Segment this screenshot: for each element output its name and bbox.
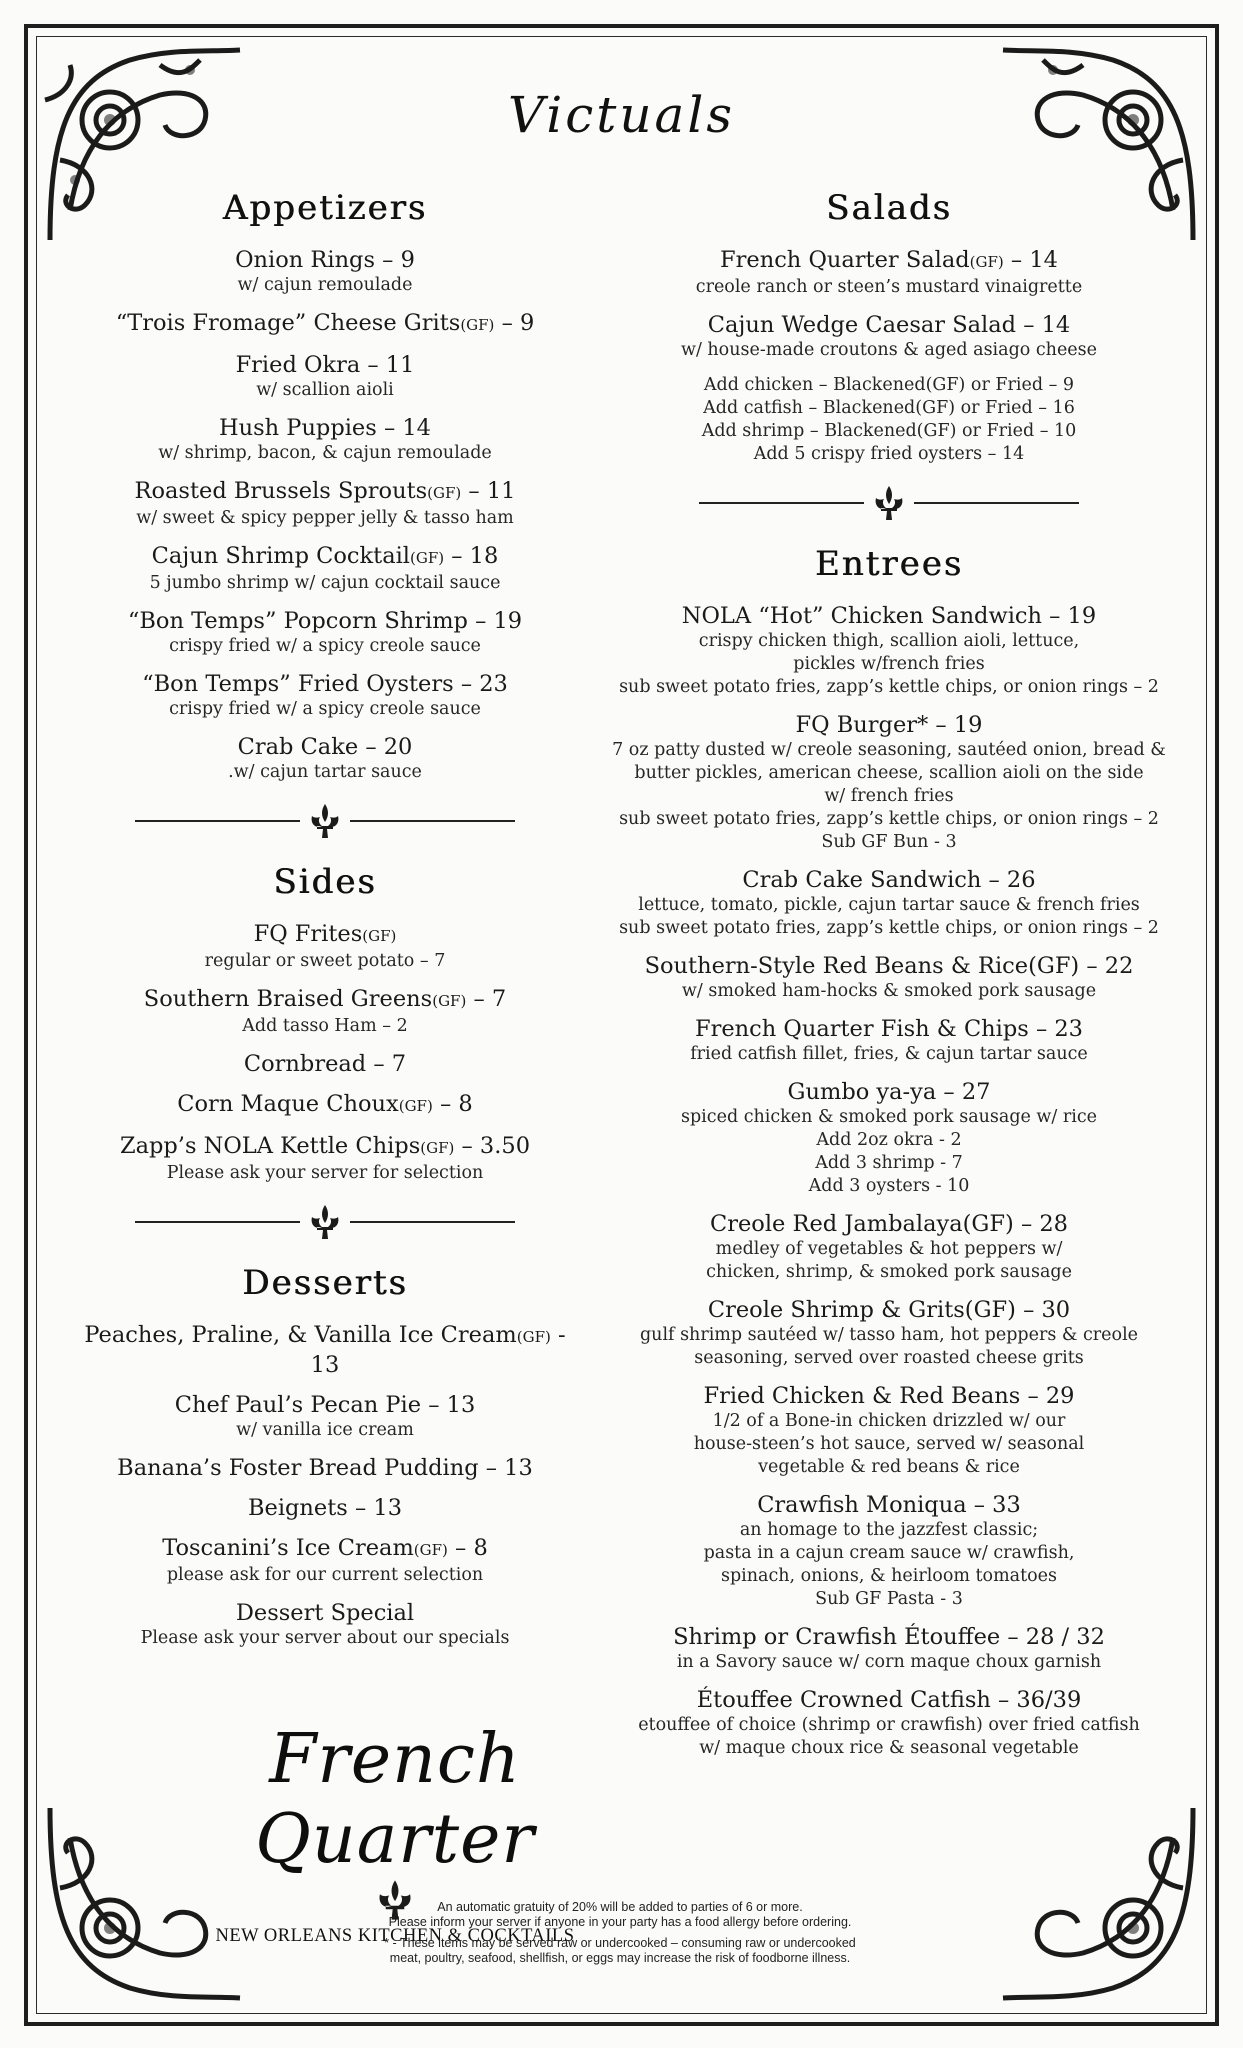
sides-list bbox=[70, 920, 580, 1185]
menu-item-name bbox=[70, 670, 580, 698]
menu-item bbox=[600, 1686, 1178, 1760]
menu-item-description: house-steen’s hot sauce, served w/ seasonal bbox=[693, 1434, 1085, 1454]
menu-item-name bbox=[70, 733, 580, 761]
menu-item-description: w/ cajun remoulade bbox=[237, 275, 413, 295]
gluten-free-tag: (GF) bbox=[398, 1097, 433, 1115]
menu-item bbox=[70, 542, 580, 595]
menu-item-title: “Bon Temps” Fried Oysters – 23 bbox=[142, 671, 508, 697]
menu-item-name bbox=[70, 1050, 580, 1078]
section-divider bbox=[699, 484, 1079, 522]
menu-item-name: NOLA “Hot” Chicken Sandwich – 19 bbox=[681, 603, 1097, 629]
menu-item-name: Southern-Style Red Beans & Rice(GF) – 22 bbox=[644, 953, 1134, 979]
menu-item-description: crispy fried w/ a spicy creole sauce bbox=[169, 636, 481, 656]
menu-item-name bbox=[70, 1599, 580, 1627]
menu-item-description: Add tasso Ham – 2 bbox=[242, 1016, 408, 1036]
fleur-de-lis-icon bbox=[308, 1203, 342, 1241]
menu-item bbox=[70, 1090, 580, 1120]
menu-item-name bbox=[70, 1132, 580, 1162]
brand-name: French Quarter bbox=[255, 1720, 535, 1879]
gluten-free-tag: (GF) bbox=[362, 927, 397, 945]
menu-item-title: Crab Cake – 20 bbox=[237, 734, 413, 760]
menu-item-description: Sub GF Pasta - 3 bbox=[815, 1589, 963, 1609]
menu-item bbox=[600, 1296, 1178, 1370]
right-column bbox=[600, 188, 1178, 1772]
menu-item-price: – 9 bbox=[494, 310, 535, 336]
menu-item bbox=[70, 1321, 580, 1379]
menu-item-description: regular or sweet potato – 7 bbox=[204, 951, 446, 971]
menu-item-name bbox=[70, 414, 580, 442]
desserts-heading: Desserts bbox=[242, 1263, 408, 1303]
menu-item-name bbox=[70, 351, 580, 379]
page-title: Victuals bbox=[508, 86, 735, 144]
fleur-de-lis-icon bbox=[872, 484, 906, 522]
gluten-free-tag: (GF) bbox=[432, 992, 467, 1010]
menu-item-description: seasoning, served over roasted cheese grits bbox=[694, 1348, 1084, 1368]
menu-item bbox=[70, 351, 580, 402]
menu-item-title: Chef Paul’s Pecan Pie – 13 bbox=[174, 1392, 476, 1418]
menu-item-description: w/ french fries bbox=[824, 786, 954, 806]
menu-item-name: Étouffee Crowned Catfish – 36/39 bbox=[696, 1687, 1082, 1713]
menu-item-description: crispy chicken thigh, scallion aioli, lettuce, bbox=[698, 631, 1080, 651]
menu-item-name bbox=[600, 246, 1178, 276]
menu-item-description: Add 3 oysters - 10 bbox=[808, 1176, 970, 1196]
menu-item-description: 1/2 of a Bone-in chicken drizzled w/ our bbox=[712, 1411, 1066, 1431]
menu-item-name bbox=[70, 542, 580, 572]
menu-item-description: Sub GF Bun - 3 bbox=[821, 832, 957, 852]
menu-item-description: etouffee of choice (shrimp or crawfish) over fried catfish bbox=[638, 1715, 1140, 1735]
menu-item-title: Corn Maque Choux bbox=[177, 1091, 399, 1117]
menu-item-description: sub sweet potato fries, zapp’s kettle chips, or onion rings – 2 bbox=[619, 918, 1159, 938]
menu-item-description: chicken, shrimp, & smoked pork sausage bbox=[706, 1262, 1072, 1282]
menu-item-description: spinach, onions, & heirloom tomatoes bbox=[720, 1566, 1058, 1586]
menu-item-name bbox=[70, 607, 580, 635]
menu-item bbox=[70, 1494, 580, 1522]
menu-item-description: w/ house-made croutons & aged asiago cheese bbox=[680, 340, 1098, 360]
menu-item-name bbox=[70, 985, 580, 1015]
menu-item bbox=[70, 670, 580, 721]
menu-item bbox=[600, 1623, 1178, 1674]
desserts-list bbox=[70, 1321, 580, 1650]
menu-item bbox=[70, 733, 580, 784]
menu-item bbox=[600, 711, 1178, 854]
menu-item-name: Fried Chicken & Red Beans – 29 bbox=[703, 1383, 1075, 1409]
menu-item-description: in a Savory sauce w/ corn maque choux garnish bbox=[676, 1652, 1102, 1672]
allergy-note: Please inform your server if anyone in your party has a food allergy before ordering. bbox=[388, 1915, 852, 1929]
menu-item-name: FQ Burger* – 19 bbox=[795, 712, 983, 738]
menu-item-name: Gumbo ya-ya – 27 bbox=[787, 1079, 991, 1105]
menu-item-title: Banana’s Foster Bread Pudding – 13 bbox=[117, 1455, 533, 1481]
menu-item-price: – 14 bbox=[1003, 247, 1058, 273]
menu-item-description: pickles w/french fries bbox=[793, 654, 985, 674]
menu-item bbox=[70, 985, 580, 1038]
menu-item-name bbox=[600, 311, 1178, 339]
menu-item bbox=[70, 414, 580, 465]
menu-item-description: fried catfish fillet, fries, & cajun tartar sauce bbox=[690, 1044, 1088, 1064]
sides-heading: Sides bbox=[273, 862, 377, 902]
menu-item-price: – 3.50 bbox=[454, 1133, 531, 1159]
menu-item-title: Cornbread – 7 bbox=[243, 1051, 407, 1077]
raw-food-warning: * - These items may be served raw or undercooked – consuming raw or undercooked bbox=[384, 1936, 856, 1950]
menu-item-name bbox=[70, 477, 580, 507]
menu-item-description: vegetable & red beans & rice bbox=[758, 1457, 1020, 1477]
menu-item bbox=[70, 477, 580, 530]
appetizers-heading: Appetizers bbox=[222, 188, 428, 228]
menu-item-title: Onion Rings – 9 bbox=[235, 247, 415, 273]
menu-item-title: Cajun Wedge Caesar Salad – 14 bbox=[707, 312, 1071, 338]
menu-item bbox=[600, 311, 1178, 362]
menu-item-title: “Bon Temps” Popcorn Shrimp – 19 bbox=[127, 608, 523, 634]
menu-item-name bbox=[70, 309, 580, 339]
menu-item bbox=[70, 1050, 580, 1078]
menu-item-name bbox=[70, 1534, 580, 1564]
menu-item bbox=[70, 1391, 580, 1442]
menu-item bbox=[600, 1491, 1178, 1611]
corner-ornament-icon bbox=[993, 1798, 1203, 2008]
menu-item bbox=[70, 920, 580, 973]
raw-food-warning-cont: meat, poultry, seafood, shellfish, or eggs may increase the risk of foodborne illness. bbox=[389, 1951, 851, 1965]
menu-item-title: French Quarter Salad bbox=[720, 247, 970, 273]
gluten-free-tag: (GF) bbox=[413, 1541, 448, 1559]
menu-item-price: – 11 bbox=[461, 478, 516, 504]
menu-item-description: Please ask your server for selection bbox=[166, 1163, 484, 1183]
menu-item bbox=[600, 1382, 1178, 1479]
menu-item bbox=[600, 1015, 1178, 1066]
menu-item-description: lettuce, tomato, pickle, cajun tartar sauce & french fries bbox=[638, 895, 1140, 915]
menu-item-name bbox=[70, 1391, 580, 1419]
menu-item-title: Roasted Brussels Sprouts bbox=[134, 478, 428, 504]
menu-item-description: sub sweet potato fries, zapp’s kettle chips, or onion rings – 2 bbox=[619, 677, 1159, 697]
menu-item-title: “Trois Fromage” Cheese Grits bbox=[115, 310, 461, 336]
menu-item-name: Creole Red Jambalaya(GF) – 28 bbox=[710, 1211, 1068, 1237]
left-column bbox=[70, 188, 580, 1662]
menu-item-title: Fried Okra – 11 bbox=[235, 352, 415, 378]
menu-item-name: French Quarter Fish & Chips – 23 bbox=[694, 1016, 1083, 1042]
gluten-free-tag: (GF) bbox=[516, 1328, 551, 1346]
menu-item-description: .w/ cajun tartar sauce bbox=[228, 762, 422, 782]
menu-item-description: w/ smoked ham-hocks & smoked pork sausage bbox=[681, 981, 1097, 1001]
salad-addon: Add shrimp – Blackened(GF) or Fried – 10 bbox=[701, 421, 1077, 441]
menu-item-title: Beignets – 13 bbox=[247, 1495, 403, 1521]
menu-item-description: w/ shrimp, bacon, & cajun remoulade bbox=[158, 443, 492, 463]
menu-item bbox=[600, 246, 1178, 299]
menu-item-description: pasta in a cajun cream sauce w/ crawfish, bbox=[703, 1543, 1075, 1563]
entrees-heading: Entrees bbox=[814, 544, 964, 584]
menu-item bbox=[70, 309, 580, 339]
menu-item-description: Add 2oz okra - 2 bbox=[816, 1130, 962, 1150]
salad-addon: Add 5 crispy fried oysters – 14 bbox=[753, 444, 1025, 464]
menu-item-price: – 8 bbox=[432, 1091, 473, 1117]
menu-item-description: sub sweet potato fries, zapp’s kettle chips, or onion rings – 2 bbox=[619, 809, 1159, 829]
footnotes bbox=[300, 1900, 940, 1972]
entrees-list bbox=[600, 602, 1178, 1760]
menu-item bbox=[70, 1454, 580, 1482]
menu-item bbox=[600, 602, 1178, 699]
menu-item-name bbox=[70, 1090, 580, 1120]
menu-item-title: Toscanini’s Ice Cream bbox=[162, 1535, 414, 1561]
menu-item-description: w/ vanilla ice cream bbox=[236, 1420, 414, 1440]
menu-item-description: gulf shrimp sautéed w/ tasso ham, hot peppers & creole bbox=[639, 1325, 1139, 1345]
gluten-free-tag: (GF) bbox=[427, 484, 462, 502]
menu-item-name bbox=[70, 246, 580, 274]
menu-item-description: crispy fried w/ a spicy creole sauce bbox=[169, 699, 481, 719]
appetizers-list bbox=[70, 246, 580, 784]
menu-item-price: – 18 bbox=[444, 543, 499, 569]
gluten-free-tag: (GF) bbox=[420, 1139, 455, 1157]
menu-item bbox=[600, 1078, 1178, 1198]
menu-item-description: Add 3 shrimp - 7 bbox=[815, 1153, 963, 1173]
menu-item-description: w/ maque choux rice & seasonal vegetable bbox=[699, 1738, 1079, 1758]
menu-item-title: Southern Braised Greens bbox=[143, 986, 433, 1012]
fleur-de-lis-icon bbox=[308, 802, 342, 840]
menu-item-description: please ask for our current selection bbox=[166, 1565, 484, 1585]
menu-item-title: Zapp’s NOLA Kettle Chips bbox=[119, 1133, 421, 1159]
menu-item-price: – 7 bbox=[466, 986, 507, 1012]
gluten-free-tag: (GF) bbox=[410, 549, 445, 567]
menu-item-price: - 13 bbox=[310, 1322, 566, 1378]
menu-item bbox=[70, 607, 580, 658]
menu-item-description: w/ sweet & spicy pepper jelly & tasso ham bbox=[136, 508, 514, 528]
menu-item-description: Please ask your server about our specials bbox=[140, 1628, 510, 1648]
salad-addon: Add chicken – Blackened(GF) or Fried – 9 bbox=[703, 375, 1075, 395]
menu-item-description: w/ scallion aioli bbox=[256, 380, 394, 400]
menu-item-description: butter pickles, american cheese, scallion aioli on the side bbox=[634, 763, 1144, 783]
menu-item-description: 5 jumbo shrimp w/ cajun cocktail sauce bbox=[149, 573, 501, 593]
menu-item-title: Dessert Special bbox=[235, 1600, 415, 1626]
salad-addons bbox=[600, 374, 1178, 466]
menu-item bbox=[600, 952, 1178, 1003]
menu-item-title: FQ Frites bbox=[253, 921, 363, 947]
section-divider bbox=[135, 802, 515, 840]
menu-item bbox=[70, 1132, 580, 1185]
menu-item-title: Hush Puppies – 14 bbox=[219, 415, 431, 441]
salads-heading: Salads bbox=[826, 188, 952, 228]
menu-item bbox=[70, 1599, 580, 1650]
gluten-free-tag: (GF) bbox=[460, 316, 495, 334]
menu-item bbox=[600, 866, 1178, 940]
menu-item bbox=[70, 246, 580, 297]
menu-item-title: Cajun Shrimp Cocktail bbox=[151, 543, 411, 569]
salads-list bbox=[600, 246, 1178, 362]
menu-item-description: 7 oz patty dusted w/ creole seasoning, sautéed onion, bread & bbox=[612, 740, 1166, 760]
menu-item-name: Crawfish Moniqua – 33 bbox=[757, 1492, 1021, 1518]
menu-item-price: – 8 bbox=[447, 1535, 488, 1561]
menu-item-name bbox=[70, 1454, 580, 1482]
menu-item-name bbox=[70, 1494, 580, 1522]
menu-item-description: creole ranch or steen’s mustard vinaigrette bbox=[695, 277, 1083, 297]
menu-item-name: Crab Cake Sandwich – 26 bbox=[742, 867, 1036, 893]
menu-item-name: Shrimp or Crawfish Étouffee – 28 / 32 bbox=[673, 1624, 1105, 1650]
gratuity-note: An automatic gratuity of 20% will be added to parties of 6 or more. bbox=[437, 1900, 803, 1914]
menu-item bbox=[600, 1210, 1178, 1284]
menu-item bbox=[70, 1534, 580, 1587]
menu-item-name bbox=[70, 1321, 580, 1379]
menu-item-title: Peaches, Praline, & Vanilla Ice Cream bbox=[84, 1322, 517, 1348]
menu-item-name bbox=[70, 920, 580, 950]
menu-item-description: an homage to the jazzfest classic; bbox=[739, 1520, 1039, 1540]
section-divider bbox=[135, 1203, 515, 1241]
salad-addon: Add catfish – Blackened(GF) or Fried – 16 bbox=[703, 398, 1075, 418]
menu-item-description: spiced chicken & smoked pork sausage w/ rice bbox=[681, 1107, 1097, 1127]
gluten-free-tag: (GF) bbox=[969, 253, 1004, 271]
menu-item-name: Creole Shrimp & Grits(GF) – 30 bbox=[707, 1297, 1071, 1323]
menu-item-description: medley of vegetables & hot peppers w/ bbox=[715, 1239, 1063, 1259]
brand-subtitle: NEW ORLEANS KITCHEN & COCKTAILS bbox=[215, 1926, 575, 1946]
